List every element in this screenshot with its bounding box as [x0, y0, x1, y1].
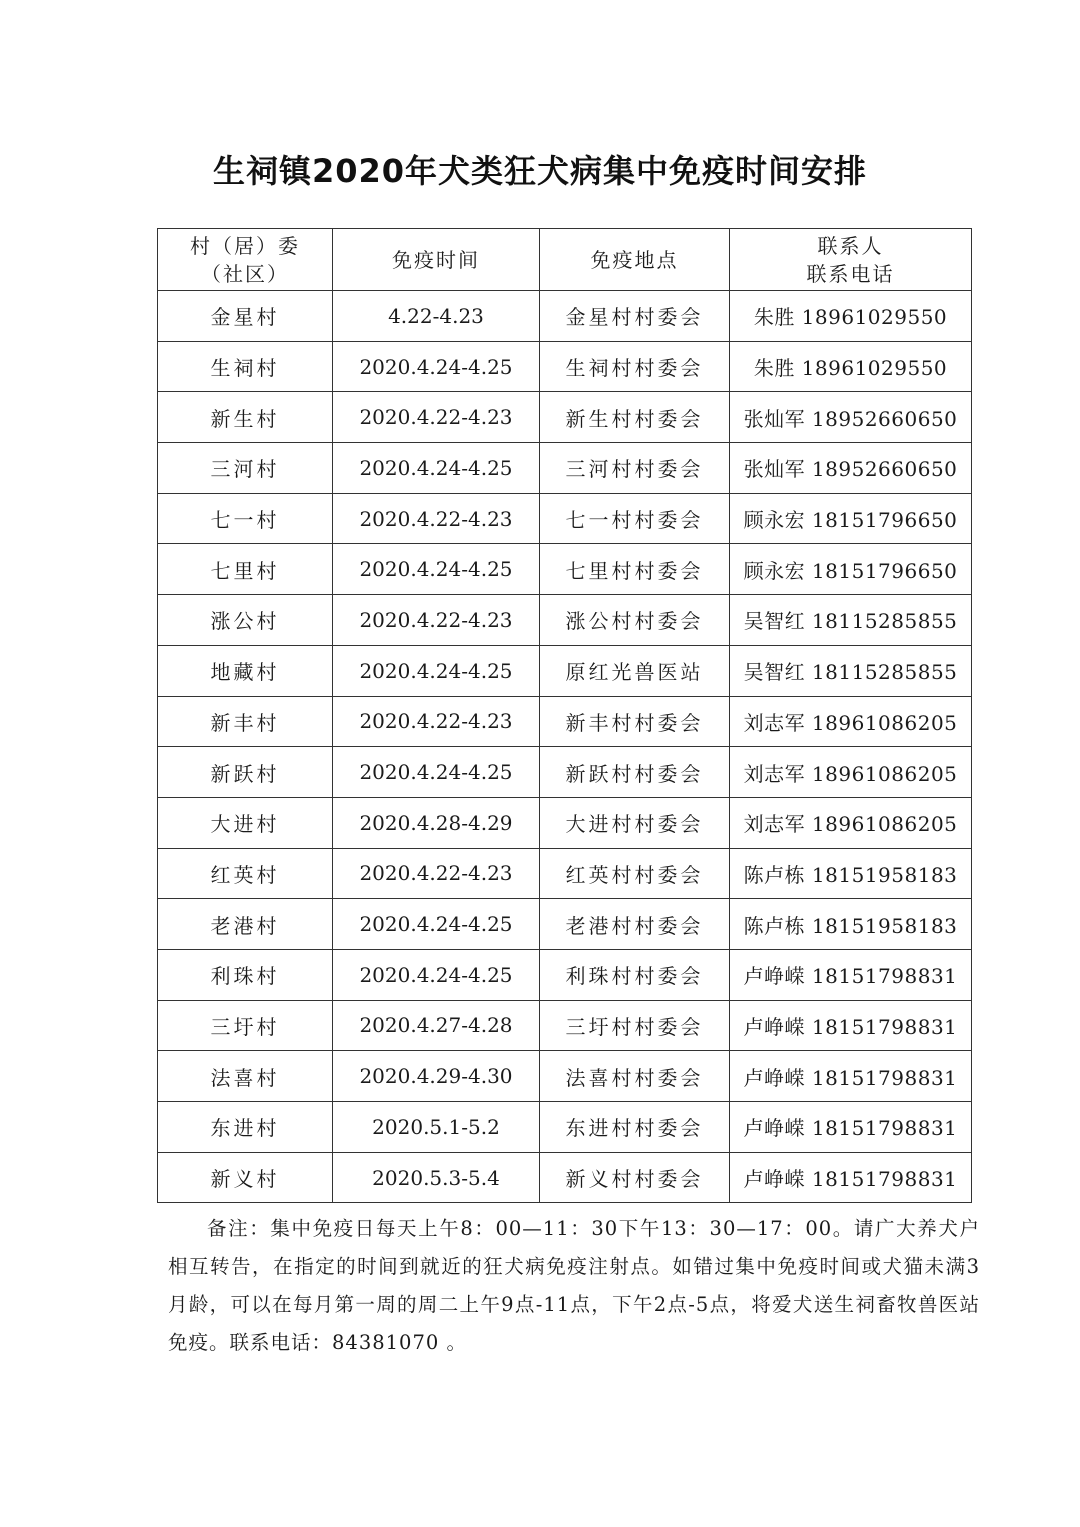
table-row [158, 899, 972, 950]
table-row [158, 595, 972, 646]
time-cell: 2020.4.24-4.25 [333, 645, 540, 696]
village-cell: 新丰村 [158, 696, 333, 747]
contact-cell: 卢峥嵘 18151798831 [730, 1102, 972, 1153]
table-row [158, 797, 972, 848]
contact-cell: 刘志军 18961086205 [730, 747, 972, 798]
time-cell: 2020.4.22-4.23 [333, 595, 540, 646]
header-village-line1: 村（居）委 [190, 233, 300, 258]
time-cell: 2020.5.1-5.2 [333, 1102, 540, 1153]
time-cell: 2020.4.28-4.29 [333, 797, 540, 848]
table-row [158, 1051, 972, 1102]
village-cell: 七里村 [158, 544, 333, 595]
time-cell: 2020.4.24-4.25 [333, 341, 540, 392]
village-cell: 金星村 [158, 291, 333, 342]
contact-cell: 刘志军 18961086205 [730, 696, 972, 747]
header-contact [730, 229, 972, 291]
village-cell: 新跃村 [158, 747, 333, 798]
header-village-line2: （社区） [201, 261, 289, 286]
table-row [158, 443, 972, 494]
time-cell: 2020.4.24-4.25 [333, 443, 540, 494]
table-row [158, 392, 972, 443]
time-cell: 2020.4.29-4.30 [333, 1051, 540, 1102]
place-cell: 金星村村委会 [540, 291, 730, 342]
time-cell: 2020.4.24-4.25 [333, 899, 540, 950]
village-cell: 利珠村 [158, 949, 333, 1000]
village-cell: 七一村 [158, 493, 333, 544]
contact-cell: 张灿军 18952660650 [730, 443, 972, 494]
contact-cell: 顾永宏 18151796650 [730, 493, 972, 544]
time-cell: 2020.4.22-4.23 [333, 696, 540, 747]
time-cell: 2020.4.22-4.23 [333, 392, 540, 443]
contact-cell: 朱胜 18961029550 [730, 291, 972, 342]
table-row [158, 341, 972, 392]
remark-note [168, 1210, 980, 1362]
contact-cell: 卢峥嵘 18151798831 [730, 1152, 972, 1203]
place-cell: 三河村村委会 [540, 443, 730, 494]
time-cell: 2020.4.24-4.25 [333, 747, 540, 798]
village-cell: 老港村 [158, 899, 333, 950]
time-cell: 2020.4.22-4.23 [333, 493, 540, 544]
table-row [158, 1000, 972, 1051]
table-row [158, 696, 972, 747]
place-cell: 法喜村村委会 [540, 1051, 730, 1102]
village-cell: 涨公村 [158, 595, 333, 646]
place-cell: 生祠村村委会 [540, 341, 730, 392]
place-cell: 新义村村委会 [540, 1152, 730, 1203]
village-cell: 法喜村 [158, 1051, 333, 1102]
schedule-body [158, 291, 972, 1203]
table-row [158, 1102, 972, 1153]
contact-cell: 陈卢栋 18151958183 [730, 899, 972, 950]
contact-cell: 吴智红 18115285855 [730, 645, 972, 696]
table-row [158, 949, 972, 1000]
contact-cell: 张灿军 18952660650 [730, 392, 972, 443]
time-cell: 2020.4.27-4.28 [333, 1000, 540, 1051]
header-village [158, 229, 333, 291]
place-cell: 东进村村委会 [540, 1102, 730, 1153]
schedule-table [157, 228, 972, 1203]
place-cell: 三圩村村委会 [540, 1000, 730, 1051]
place-cell: 新丰村村委会 [540, 696, 730, 747]
village-cell: 新生村 [158, 392, 333, 443]
village-cell: 红英村 [158, 848, 333, 899]
contact-cell: 刘志军 18961086205 [730, 797, 972, 848]
table-row [158, 848, 972, 899]
table-row [158, 493, 972, 544]
village-cell: 东进村 [158, 1102, 333, 1153]
contact-cell: 吴智红 18115285855 [730, 595, 972, 646]
place-cell: 新跃村村委会 [540, 747, 730, 798]
contact-cell: 卢峥嵘 18151798831 [730, 1051, 972, 1102]
header-contact-line2: 联系电话 [806, 261, 895, 286]
village-cell: 新义村 [158, 1152, 333, 1203]
contact-cell: 陈卢栋 18151958183 [730, 848, 972, 899]
place-cell: 原红光兽医站 [540, 645, 730, 696]
table-row [158, 291, 972, 342]
place-cell: 新生村村委会 [540, 392, 730, 443]
table-row [158, 747, 972, 798]
contact-cell: 顾永宏 18151796650 [730, 544, 972, 595]
time-cell: 2020.4.24-4.25 [333, 949, 540, 1000]
header-time: 免疫时间 [333, 229, 540, 291]
place-cell: 涨公村村委会 [540, 595, 730, 646]
contact-cell: 卢峥嵘 18151798831 [730, 1000, 972, 1051]
place-cell: 老港村村委会 [540, 899, 730, 950]
contact-cell: 朱胜 18961029550 [730, 341, 972, 392]
village-cell: 生祠村 [158, 341, 333, 392]
place-cell: 七一村村委会 [540, 493, 730, 544]
page-title: 生祠镇2020年犬类狂犬病集中免疫时间安排 [212, 152, 868, 190]
place-cell: 七里村村委会 [540, 544, 730, 595]
table-row [158, 645, 972, 696]
remark-text: 备注：集中免疫日每天上午8：00—11：30下午13：30—17：00。请广大养犬户相互转告，在指定的时间到就近的狂犬病免疫注射点。如错过集中免疫时间或犬猫未满3月龄，可以在每月第一周的周二上午9点-11点，下午2点-5点，将爱犬送生祠畜牧兽医站免疫。联系电话：84381070 。 [168, 1217, 980, 1354]
time-cell: 4.22-4.23 [333, 291, 540, 342]
header-contact-line1: 联系人 [817, 233, 884, 258]
village-cell: 三圩村 [158, 1000, 333, 1051]
time-cell: 2020.4.22-4.23 [333, 848, 540, 899]
table-row [158, 544, 972, 595]
village-cell: 地藏村 [158, 645, 333, 696]
village-cell: 三河村 [158, 443, 333, 494]
place-cell: 利珠村村委会 [540, 949, 730, 1000]
place-cell: 大进村村委会 [540, 797, 730, 848]
time-cell: 2020.4.24-4.25 [333, 544, 540, 595]
village-cell: 大进村 [158, 797, 333, 848]
place-cell: 红英村村委会 [540, 848, 730, 899]
time-cell: 2020.5.3-5.4 [333, 1152, 540, 1203]
table-row [158, 1152, 972, 1203]
header-place: 免疫地点 [540, 229, 730, 291]
table-header-row [158, 229, 972, 291]
contact-cell: 卢峥嵘 18151798831 [730, 949, 972, 1000]
